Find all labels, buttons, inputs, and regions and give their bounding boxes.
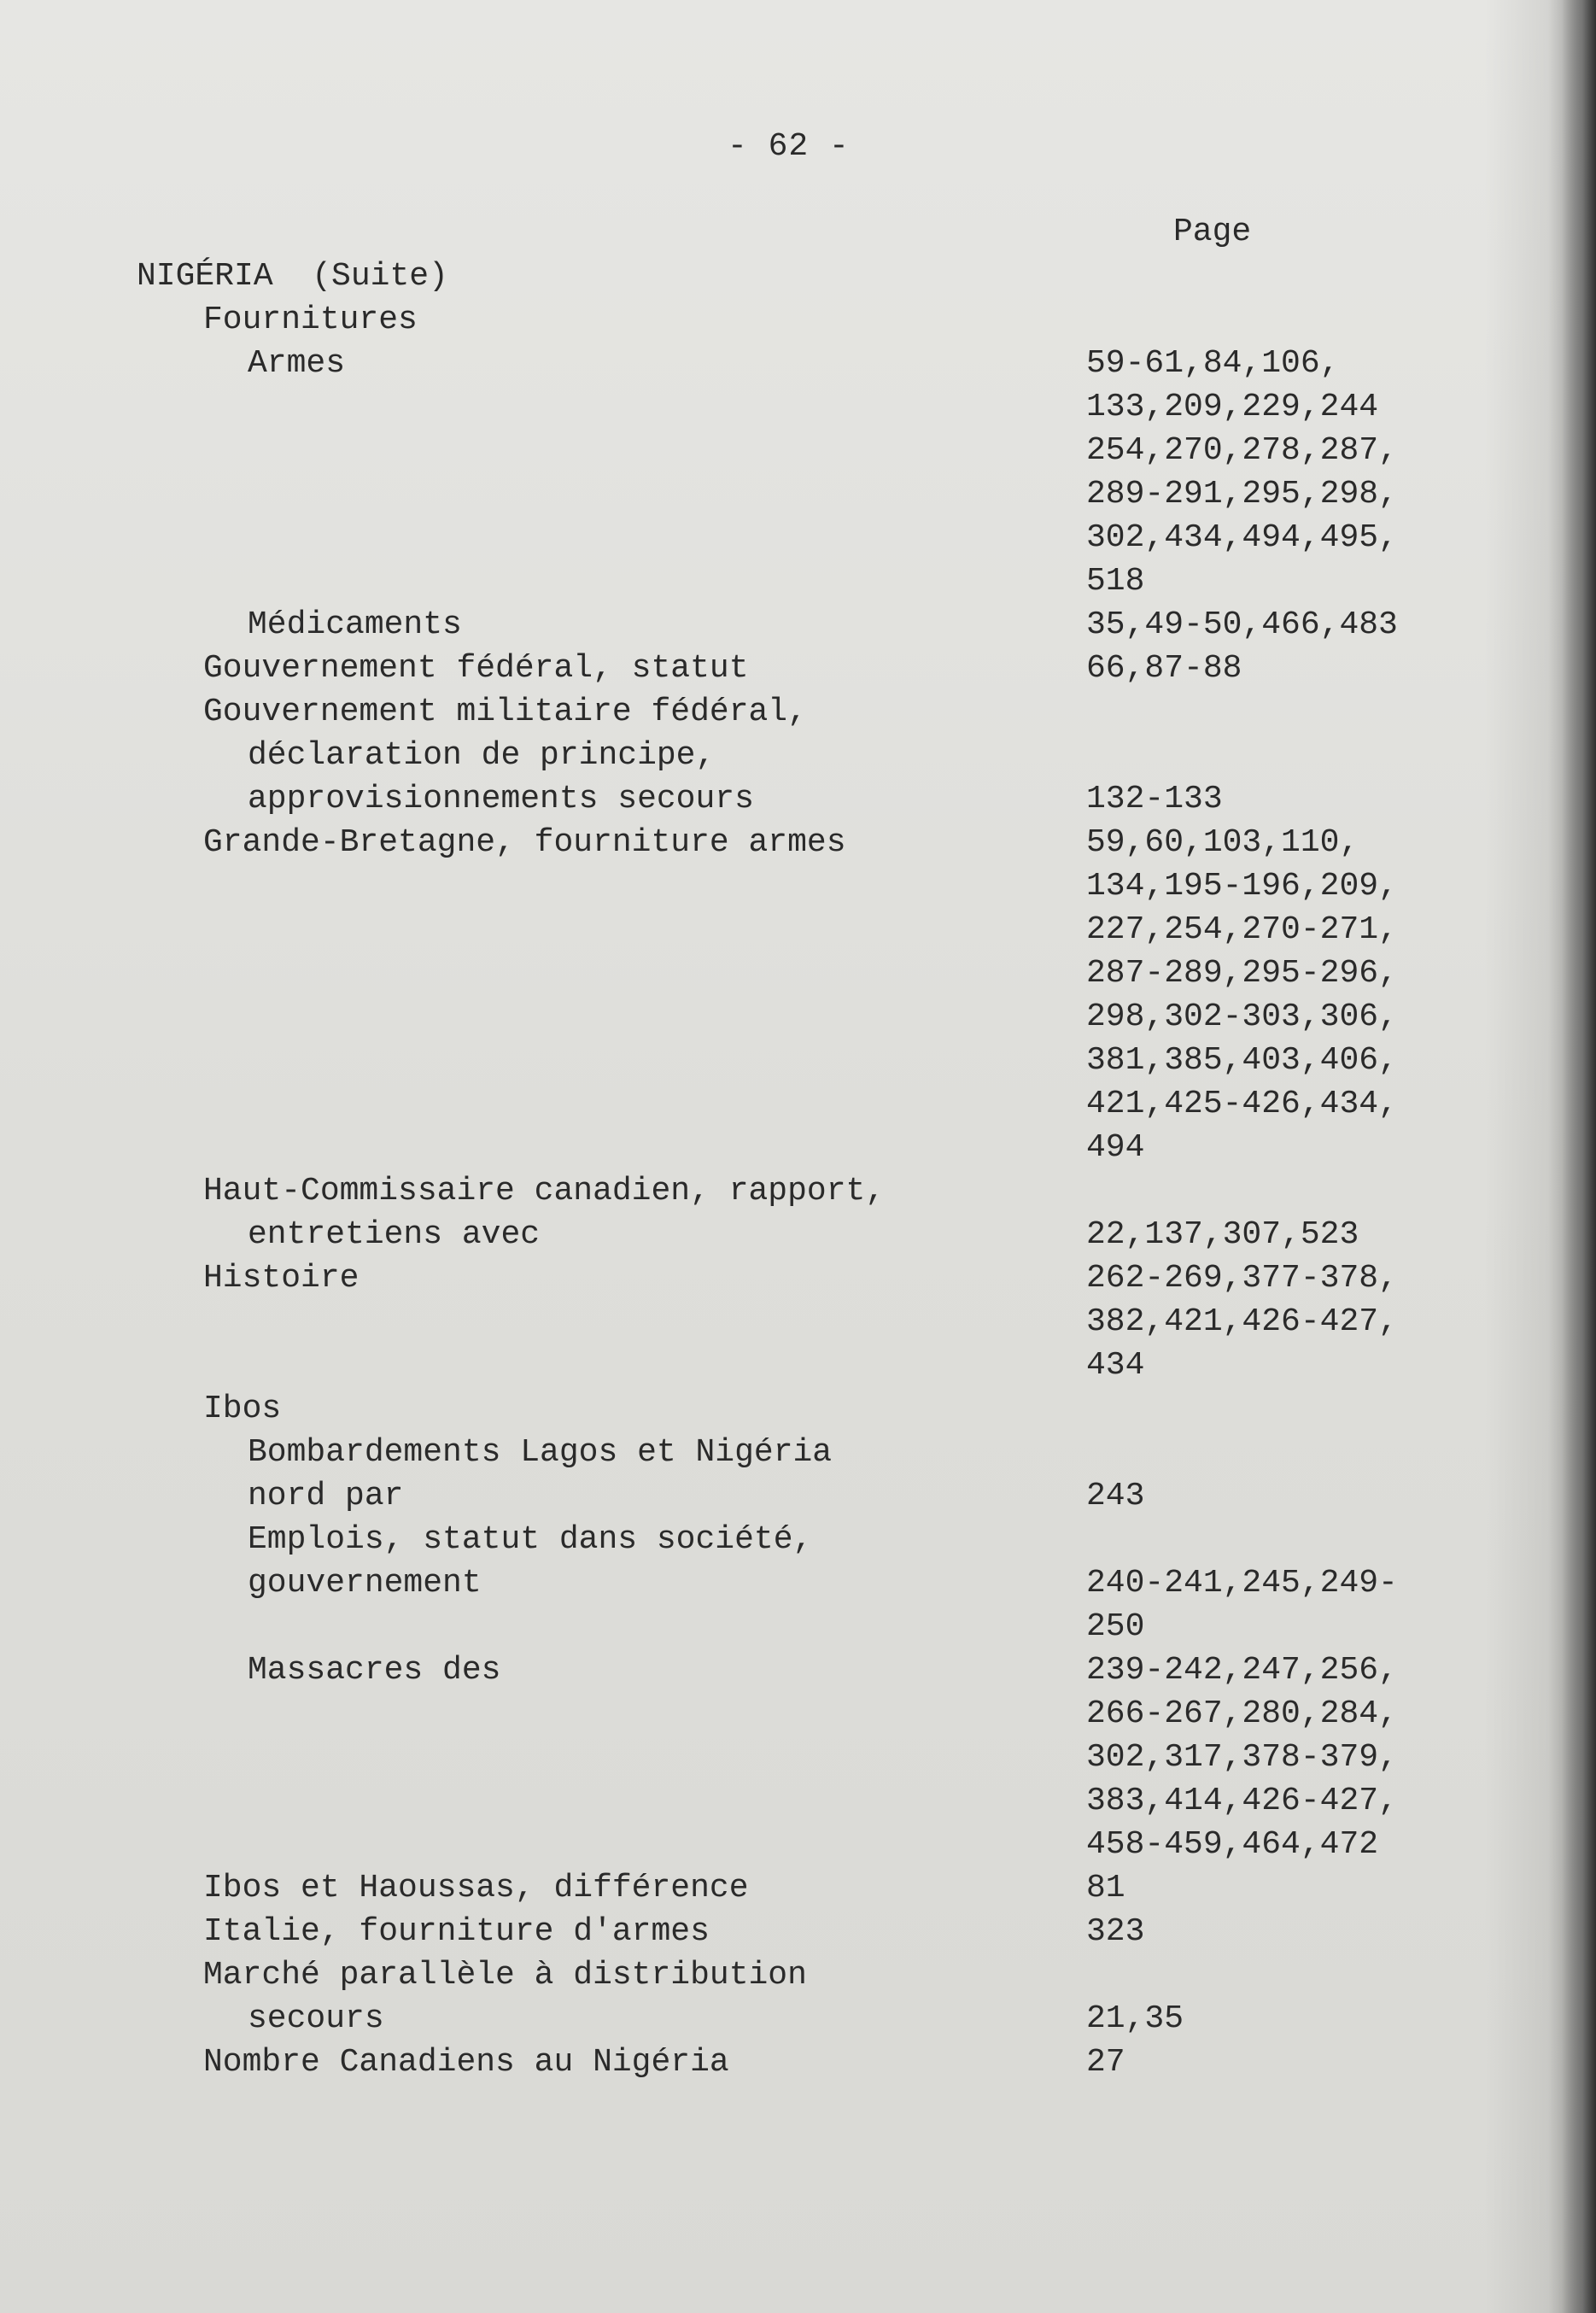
index-page-refs: 59,60,103,110,	[1086, 824, 1359, 861]
index-term: Médicaments	[248, 606, 462, 643]
index-term: nord par	[248, 1478, 404, 1514]
index-page-refs: 494	[1086, 1129, 1145, 1166]
index-entry-row	[137, 1779, 1469, 1823]
index-entry-row	[137, 559, 1469, 603]
index-list	[137, 255, 1469, 2084]
index-page-refs: 262-269,377-378,	[1086, 1260, 1398, 1297]
index-entry-row	[137, 1866, 1469, 1910]
index-page-refs: 21,35	[1086, 2000, 1184, 2037]
index-term: déclaration de principe,	[248, 737, 716, 774]
index-entry-row	[137, 1213, 1469, 1256]
index-page-refs: 227,254,270-271,	[1086, 911, 1398, 948]
index-term: Grande-Bretagne, fourniture armes	[203, 824, 846, 861]
index-entry-row	[137, 1082, 1469, 1126]
index-term: Italie, fourniture d'armes	[203, 1913, 710, 1950]
index-term: Ibos	[203, 1391, 282, 1427]
index-page-refs: 458-459,464,472	[1086, 1826, 1379, 1863]
index-entry-row	[137, 690, 1469, 734]
index-entry-row	[137, 1474, 1469, 1518]
index-entry-row	[137, 429, 1469, 472]
index-entry-row	[137, 472, 1469, 516]
index-page-refs: 59-61,84,106,	[1086, 345, 1340, 382]
index-entry-row	[137, 908, 1469, 952]
index-entry-row	[137, 1387, 1469, 1431]
index-entry-row	[137, 298, 1469, 342]
index-page-refs: 382,421,426-427,	[1086, 1303, 1398, 1340]
index-page-refs: 81	[1086, 1870, 1125, 1906]
index-page-refs: 518	[1086, 563, 1145, 600]
index-entry-row	[137, 1648, 1469, 1692]
index-page-refs: 383,414,426-427,	[1086, 1783, 1398, 1819]
index-page-refs: 27	[1086, 2044, 1125, 2081]
index-entry-row	[137, 342, 1469, 385]
index-entry-row	[137, 516, 1469, 559]
index-entry-row	[137, 777, 1469, 821]
index-page-refs: 132-133	[1086, 781, 1223, 817]
index-entry-row	[137, 952, 1469, 995]
index-term: entretiens avec	[248, 1216, 541, 1253]
index-page-refs: 302,317,378-379,	[1086, 1739, 1398, 1776]
index-page-refs: 239-242,247,256,	[1086, 1652, 1398, 1689]
index-entry-row	[137, 1736, 1469, 1779]
index-page-refs: 381,385,403,406,	[1086, 1042, 1398, 1079]
index-page-refs: 243	[1086, 1478, 1145, 1514]
index-term: gouvernement	[248, 1565, 482, 1602]
index-entry-row	[137, 734, 1469, 777]
index-entry-row	[137, 1997, 1469, 2041]
index-page-refs: 254,270,278,287,	[1086, 432, 1398, 469]
index-term: secours	[248, 2000, 384, 2037]
index-term: Histoire	[203, 1260, 360, 1297]
index-entry-row	[137, 647, 1469, 690]
index-entry-row	[137, 1169, 1469, 1213]
index-entry-row	[137, 1561, 1469, 1605]
index-page-refs: 323	[1086, 1913, 1145, 1950]
index-page-refs: 250	[1086, 1608, 1145, 1645]
index-entry-row	[137, 1344, 1469, 1387]
index-page-refs: 240-241,245,249-	[1086, 1565, 1398, 1602]
index-page-refs: 434	[1086, 1347, 1145, 1384]
index-term: approvisionnements secours	[248, 781, 754, 817]
page-edge-shadow	[1562, 0, 1596, 2313]
index-entry-row	[137, 385, 1469, 429]
index-page-refs: 66,87-88	[1086, 650, 1242, 687]
index-entry-row	[137, 995, 1469, 1039]
index-term: Emplois, statut dans société,	[248, 1521, 813, 1558]
index-page-refs: 289-291,295,298,	[1086, 476, 1398, 512]
index-entry-row	[137, 1431, 1469, 1474]
index-term: Gouvernement militaire fédéral,	[203, 694, 807, 730]
index-entry-row	[137, 1518, 1469, 1561]
index-page-refs: 421,425-426,434,	[1086, 1086, 1398, 1122]
index-term: Ibos et Haoussas, différence	[203, 1870, 749, 1906]
index-entry-row	[137, 603, 1469, 647]
index-entry-row	[137, 1692, 1469, 1736]
page-column-header: Page	[1173, 214, 1252, 250]
index-page-refs: 35,49-50,466,483	[1086, 606, 1398, 643]
index-term: NIGÉRIA (Suite)	[137, 258, 448, 295]
index-entry-row	[137, 864, 1469, 908]
index-entry-row	[137, 1256, 1469, 1300]
index-entry-row	[137, 1126, 1469, 1169]
index-term: Bombardements Lagos et Nigéria	[248, 1434, 833, 1471]
index-page-refs: 302,434,494,495,	[1086, 519, 1398, 556]
index-term: Armes	[248, 345, 346, 382]
page-number: - 62 -	[728, 128, 850, 165]
index-term: Gouvernement fédéral, statut	[203, 650, 749, 687]
index-entry-row	[137, 1823, 1469, 1866]
index-page-refs: 22,137,307,523	[1086, 1216, 1359, 1253]
index-entry-row	[137, 1953, 1469, 1997]
index-page-refs: 298,302-303,306,	[1086, 998, 1398, 1035]
index-page-refs: 133,209,229,244	[1086, 389, 1379, 425]
index-term: Fournitures	[203, 302, 418, 338]
index-page-refs: 266-267,280,284,	[1086, 1695, 1398, 1732]
index-entry-row	[137, 1300, 1469, 1344]
index-page-refs: 287-289,295-296,	[1086, 955, 1398, 992]
index-entry-row	[137, 1039, 1469, 1082]
index-page-refs: 134,195-196,209,	[1086, 868, 1398, 905]
index-term: Massacres des	[248, 1652, 501, 1689]
index-entry-row	[137, 821, 1469, 864]
index-term: Marché parallèle à distribution	[203, 1957, 807, 1994]
index-term: Haut-Commissaire canadien, rapport,	[203, 1173, 886, 1209]
index-entry-row	[137, 1910, 1469, 1953]
index-entry-row	[137, 255, 1469, 298]
index-entry-row	[137, 2041, 1469, 2084]
index-entry-row	[137, 1605, 1469, 1648]
index-term: Nombre Canadiens au Nigéria	[203, 2044, 729, 2081]
